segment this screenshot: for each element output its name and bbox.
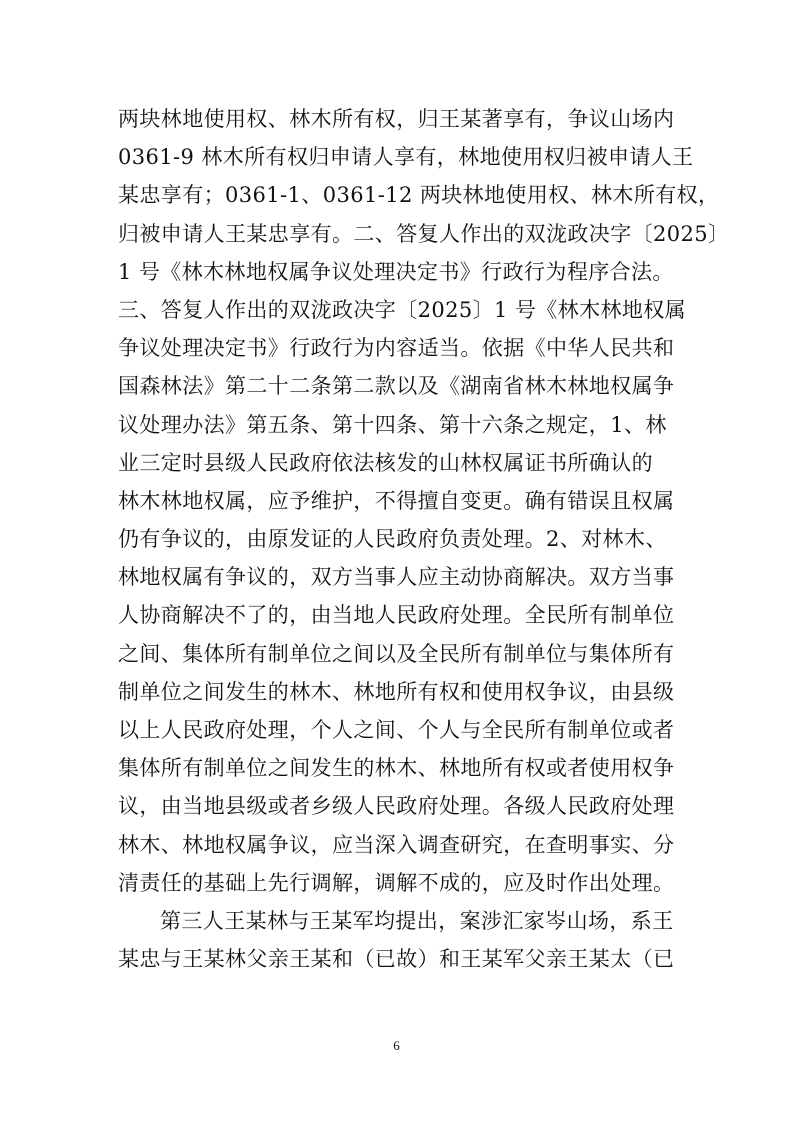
paragraph-start-line: 第三人王某林与王某军均提出，案涉汇家岑山场，系王	[160, 908, 674, 933]
text-line: 人协商解决不了的，由当地人民政府处理。全民所有制单位	[118, 603, 675, 628]
text-line: 两块林地使用权、林木所有权，归王某著享有，争议山场内	[118, 107, 675, 131]
text-line: 争议处理决定书》行政行为内容适当。依据《中华人民共和	[118, 336, 675, 361]
text-line: 制单位之间发生的林木、林地所有权和使用权争议，由县级	[118, 679, 675, 704]
text-line: 仍有争议的，由原发证的人民政府负责处理。2、对林木、	[118, 527, 667, 552]
page-number: 6	[393, 1038, 400, 1053]
text-line: 议处理办法》第五条、第十四条、第十六条之规定，1、林	[118, 412, 667, 437]
body-text	[118, 100, 730, 978]
text-line: 议，由当地县级或者乡级人民政府处理。各级人民政府处理	[118, 794, 675, 819]
text-line: 0361-9 林木所有权归申请人享有，林地使用权归被申请人王	[118, 145, 694, 170]
text-line: 林木、林地权属争议，应当深入调查研究，在查明事实、分	[118, 832, 675, 857]
text-line: 林地权属有争议的，双方当事人应主动协商解决。双方当事	[118, 565, 675, 590]
text-line: 林木林地权属，应予维护，不得擅自变更。确有错误且权属	[118, 488, 675, 513]
text-line: 三、答复人作出的双泷政决字〔2025〕1 号《林木林地权属	[118, 297, 687, 322]
text-line: 国森林法》第二十二条第二款以及《湖南省林木林地权属争	[118, 374, 675, 399]
text-line: 集体所有制单位之间发生的林木、林地所有权或者使用权争	[118, 756, 675, 781]
text-line: 某忠享有；0361-1、0361-12 两块林地使用权、林木所有权，	[118, 183, 720, 208]
text-line: 1 号《林木林地权属争议处理决定书》行政行为程序合法。	[118, 259, 674, 284]
text-line: 以上人民政府处理，个人之间、个人与全民所有制单位或者	[118, 718, 675, 742]
text-line: 之间、集体所有制单位之间以及全民所有制单位与集体所有	[118, 641, 675, 666]
text-line: 业三定时县级人民政府依法核发的山林权属证书所确认的	[118, 450, 653, 475]
text-line: 归被申请人王某忠享有。二、答复人作出的双泷政决字〔2025〕	[118, 221, 730, 246]
text-line: 清责任的基础上先行调解，调解不成的，应及时作出处理。	[118, 870, 675, 895]
text-line: 某忠与王某林父亲王某和（已故）和王某军父亲王某太（已	[118, 947, 675, 972]
